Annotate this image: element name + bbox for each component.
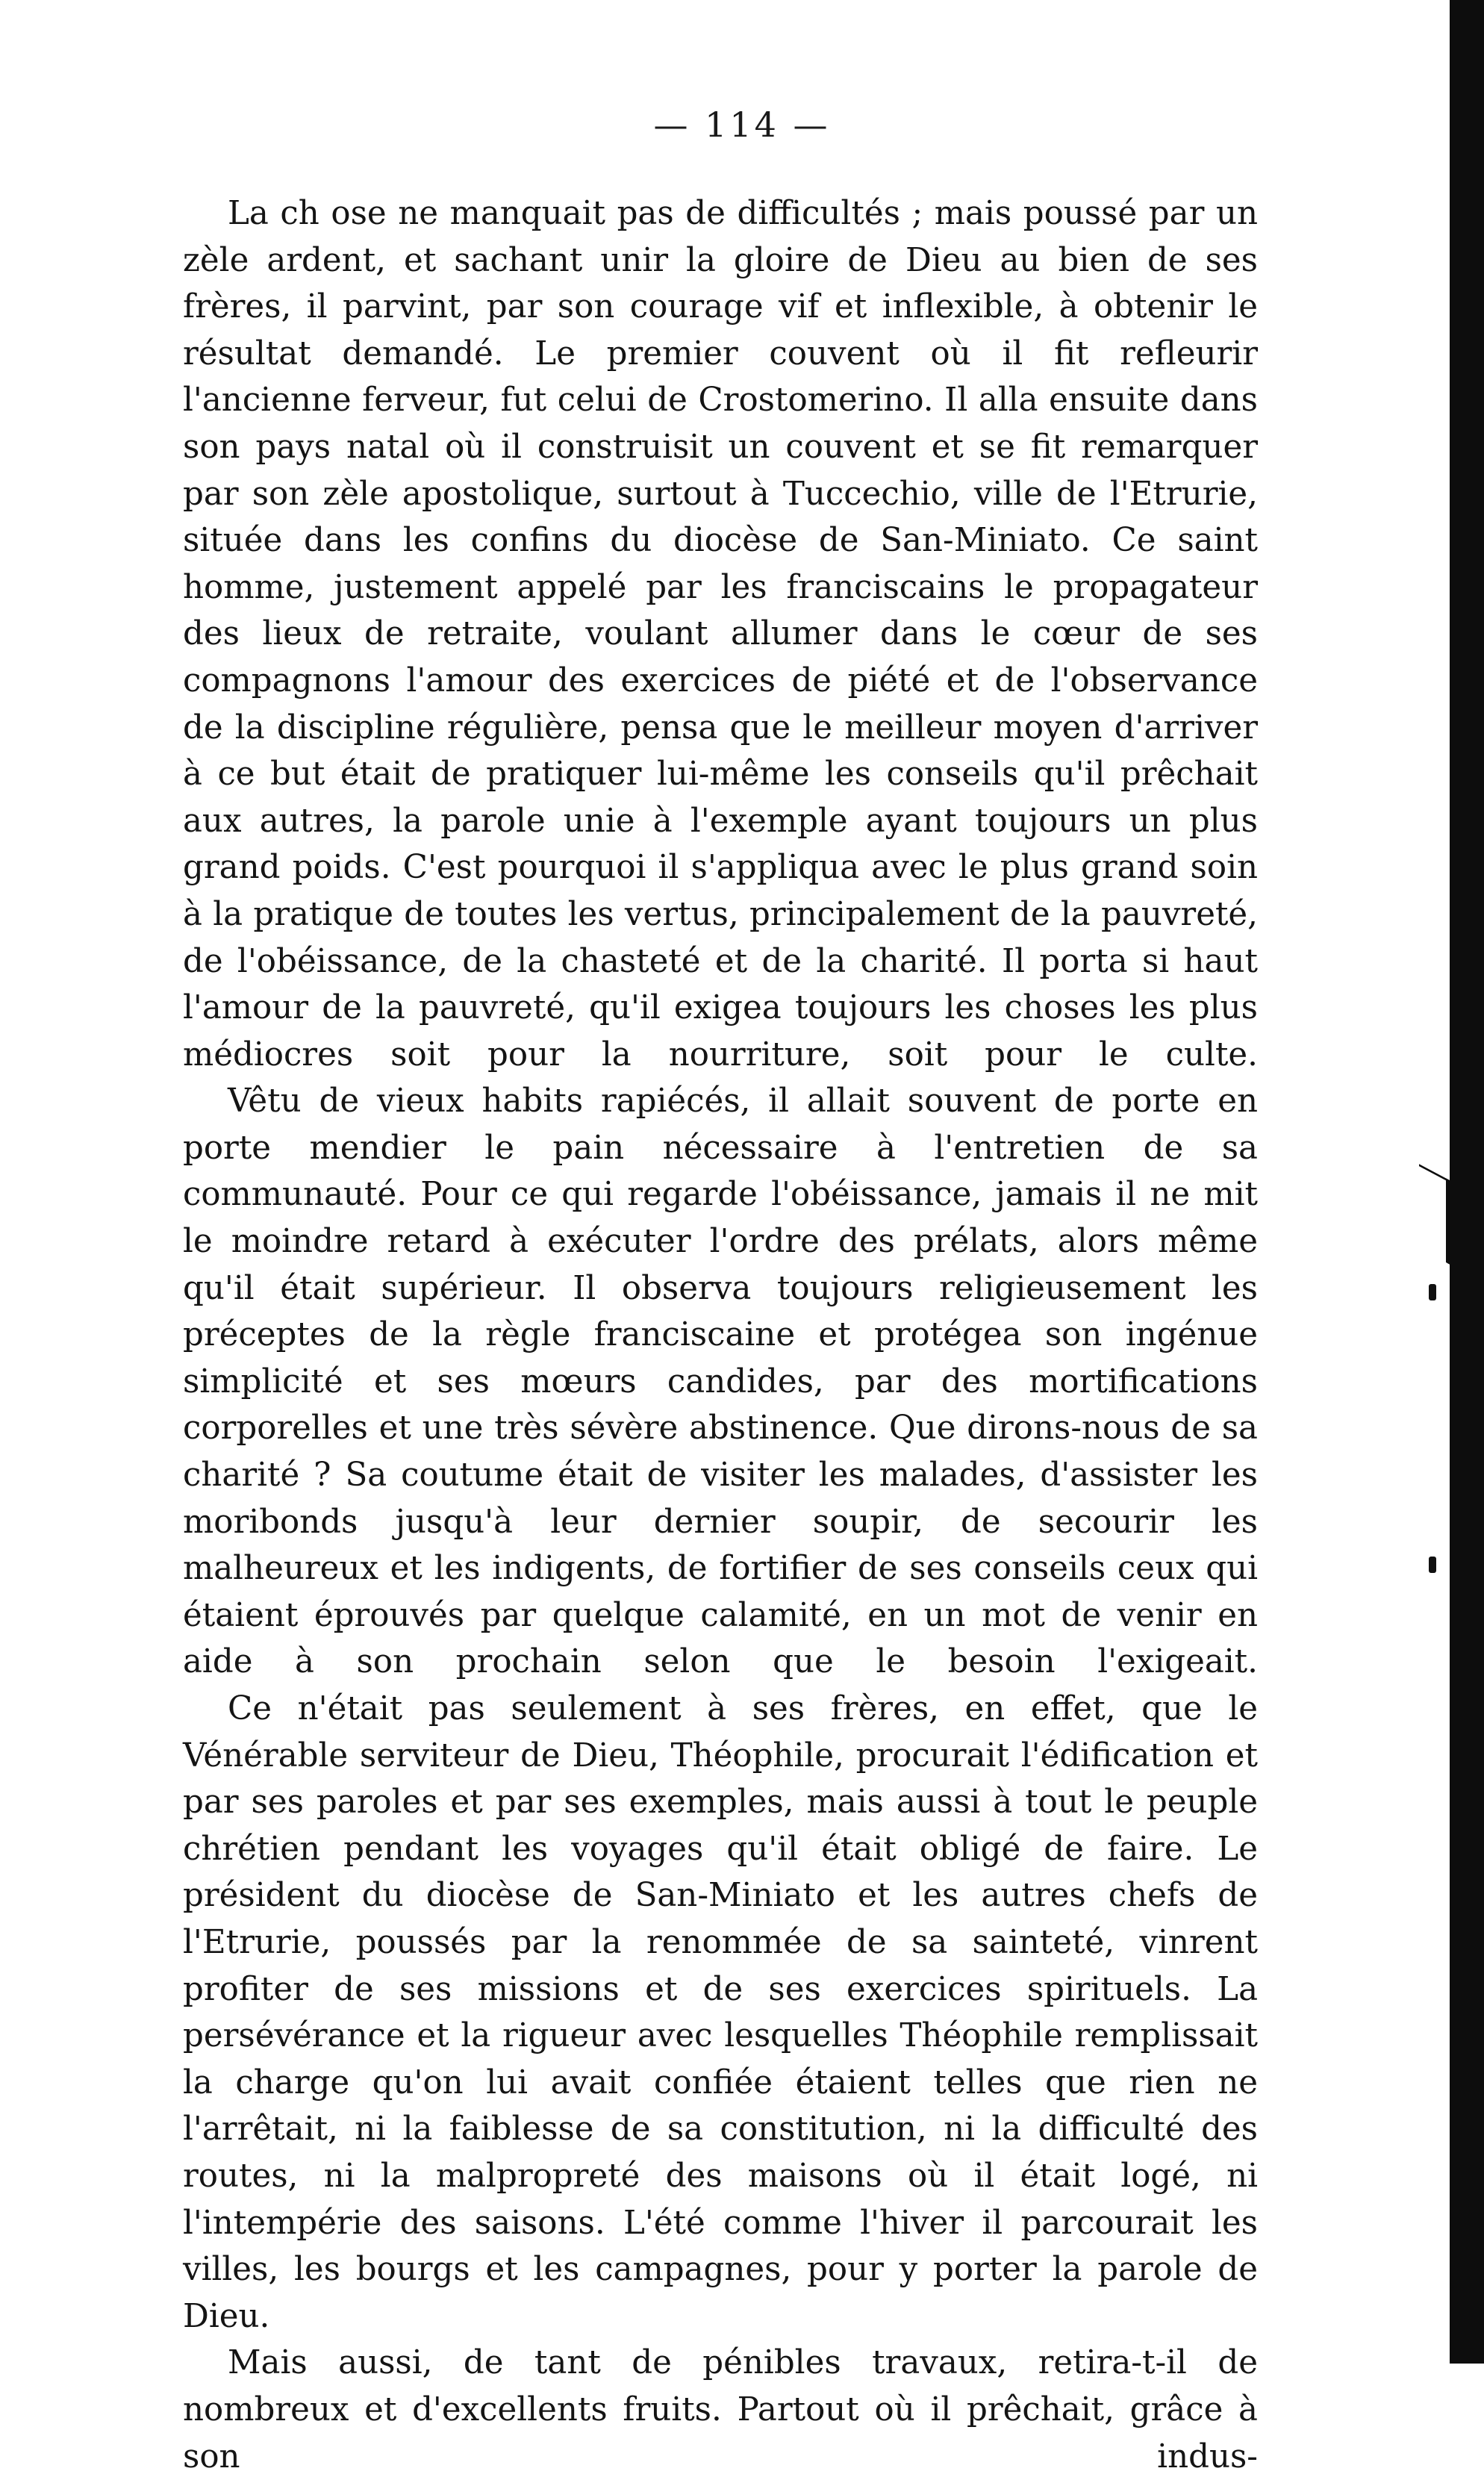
paragraph-1: La ch ose ne manquait pas de difficultés ; mais poussé par un zèle ardent, et sachant unir la gloire de Dieu au bien de ses frères, il parvint, par son courage vif et inflexible, à obtenir le résultat demandé. Le premier couvent où il fit refleurir l'ancienne ferveur, fut celui de Crostomerino. Il alla ensuite dans son pays natal où il construisit un couvent et se fit remarquer par son zèle apostolique, surtout à Tuccechio, ville de l'Etrurie, située dans les confins du diocèse de San-Miniato. Ce saint homme, justement appelé par les franciscains le propagateur des lieux de retraite, voulant allumer dans le cœur de ses compagnons l'amour des exercices de piété et de l'observance de la discipline régulière, pensa que le meilleur moyen d'arriver à ce but était de pratiquer lui-même les conseils qu'il prêchait aux autres, la parole unie à l'exemple ayant toujours un plus grand poids. C'est pourquoi il s'appliqua avec le plus grand soin à la pratique de toutes les vertus, principalement de la pauvreté, de l'obéissance, de la chasteté et de la charité. Il porta si haut l'amour de la pauvreté, qu'il exigea toujours les choses les plus médiocres soit pour la nourriture, soit pour le culte. (183, 195, 1258, 1074)
paragraph-3: Ce n'était pas seulement à ses frères, en effet, que le Vénérable serviteur de Dieu, Théophile, procurait l'édification et par ses paroles et par ses exemples, mais aussi à tout le peuple chrétien pendant les voyages qu'il était obligé de faire. Le président du diocèse de San-Miniato et les autres chefs de l'Etrurie, poussés par la renommée de sa sainteté, vinrent profiter de ses missions et de ses exercices spirituels. La persévérance et la rigueur avec lesquelles Théophile remplissait la charge qu'on lui avait confiée étaient telles que rien ne l'arrêtait, ni la faiblesse de sa constitution, ni la difficulté des routes, ni la malpropreté des maisons où il était logé, ni l'intempérie des saisons. L'été comme l'hiver il parcourait les villes, les bourgs et les campagnes, pour y porter la parole de Dieu. (183, 1690, 1258, 2335)
scan-edge-speck (1429, 1284, 1436, 1300)
scan-edge-speck (1429, 1557, 1436, 1573)
page-number: — 114 — (653, 105, 831, 145)
paragraph-4: Mais aussi, de tant de pénibles travaux, retira-t-il de nombreux et d'excellents fruits. Partout où il prêchait, grâce à son indus- (183, 2344, 1258, 2476)
paragraph-2: Vêtu de vieux habits rapiécés, il allait souvent de porte en porte mendier le pain nécessaire à l'entretien de sa communauté. Pour ce qui regarde l'obéissance, jamais il ne mit le moindre retard à exécuter l'ordre des prélats, alors même qu'il était supérieur. Il observa toujours religieusement les préceptes de la règle franciscaine et protégea son ingénue simplicité et ses mœurs candides, par des mortifications corporelles et une très sévère abstinence. Que dirons-nous de sa charité ? Sa coutume était de visiter les malades, d'assister les moribonds jusqu'à leur dernier soupir, de secourir les malheureux et les indigents, de fortifier de ses conseils ceux qui étaient éprouvés par quelque calamité, en un mot de venir en aide à son prochain selon que le besoin l'exigeait. (183, 1082, 1258, 1681)
body-text (183, 190, 1258, 2480)
scan-edge-shadow (1450, 0, 1484, 2364)
scan-edge-artifact (1419, 1164, 1450, 1265)
